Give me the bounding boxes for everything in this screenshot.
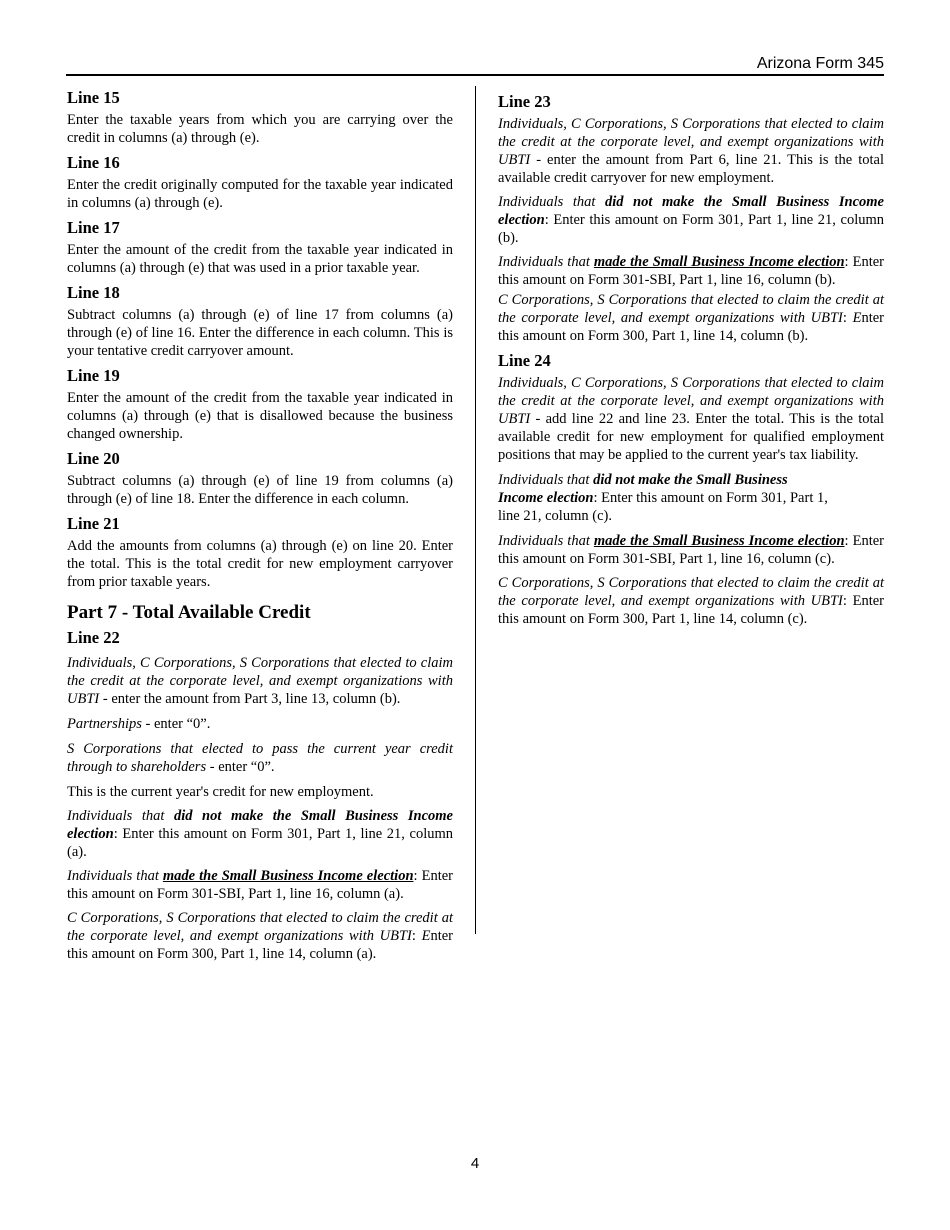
line-20-section bbox=[67, 449, 453, 508]
column-divider bbox=[475, 86, 476, 934]
instruction-text: : Enter this amount on Form 301-SBI, Part 1, line 16, column (a). bbox=[67, 868, 453, 902]
election-label: did not make the Small Business Income election bbox=[498, 472, 788, 506]
header-rule bbox=[66, 74, 884, 76]
line-22-section bbox=[67, 628, 453, 963]
line-23-sbi-election bbox=[498, 253, 884, 289]
instruction-text: : Enter this amount on Form 301, Part 1, line 21, column (a). bbox=[67, 826, 453, 860]
page-number: 4 bbox=[470, 1155, 480, 1172]
entity-label: S Corporations that elected to pass the current year credit through to shareholders bbox=[67, 741, 453, 775]
line-23-heading: Line 23 bbox=[498, 92, 551, 111]
line-22-current-year-note: This is the current year's credit for new employment. bbox=[67, 784, 374, 800]
entity-label: C Corporations, S Corporations that elected to claim the credit at the corporate level, and exempt organizations with UBTI bbox=[67, 910, 453, 944]
instruction-text: - add line 22 and line 23. Enter the total. This is the total available credit for new employment for qualified employment positions that may be applied to the current year's tax liability. bbox=[498, 411, 884, 463]
line-16-heading: Line 16 bbox=[67, 153, 120, 172]
left-column bbox=[67, 88, 453, 969]
line-22-heading: Line 22 bbox=[67, 628, 120, 647]
line-21-text: Add the amounts from columns (a) through (e) on line 20. Enter the total. This is the total credit for new employment carryover from prior taxable years. bbox=[67, 538, 453, 590]
line-18-text: Subtract columns (a) through (e) of line 17 from columns (a) through (e) of line 16. Enter the difference in each column. This is your tentative credit carryover amount. bbox=[67, 307, 453, 359]
line-22-instruction-partnerships bbox=[67, 715, 453, 733]
line-22-sbi-election bbox=[67, 867, 453, 903]
line-24-corporations bbox=[498, 574, 884, 628]
instruction-initial: E bbox=[421, 928, 431, 944]
entity-label: C Corporations, S Corporations that elected to claim the credit at the corporate level, and exempt organizations with UBTI bbox=[498, 575, 884, 609]
election-label: made the Small Business Income election bbox=[593, 254, 845, 270]
entity-label: Individuals, C Corporations, S Corporations that elected to claim the credit at the corporate level, and exempt organizations with UBTI bbox=[498, 116, 884, 168]
page-header-title: Arizona Form 345 bbox=[756, 55, 884, 72]
entity-label: Individuals that bbox=[498, 254, 594, 270]
part-7-heading: Part 7 - Total Available Credit bbox=[67, 602, 311, 623]
line-24-no-sbi-election bbox=[498, 471, 884, 525]
line-20-heading: Line 20 bbox=[67, 449, 120, 468]
entity-label: Partnerships bbox=[67, 716, 142, 732]
colon: : bbox=[842, 310, 853, 326]
line-15-section bbox=[67, 88, 453, 147]
entity-label: C Corporations, S Corporations that elected to claim the credit at the corporate level, and exempt organizations with UBTI bbox=[498, 292, 884, 326]
line-19-section bbox=[67, 366, 453, 443]
line-20-text: Subtract columns (a) through (e) of line 19 from columns (a) through (e) of line 18. Enter the difference in each column. bbox=[67, 473, 453, 507]
line-19-heading: Line 19 bbox=[67, 366, 120, 385]
line-15-text: Enter the taxable years from which you are carrying over the credit in columns (a) through (e). bbox=[67, 112, 453, 146]
line-16-section bbox=[67, 153, 453, 212]
instruction-text: : Enter this amount on Form 301-SBI, Part 1, line 16, column (b). bbox=[498, 254, 884, 288]
line-18-heading: Line 18 bbox=[67, 283, 120, 302]
right-column bbox=[498, 92, 884, 634]
colon: : bbox=[411, 928, 422, 944]
line-22-instruction-individuals bbox=[67, 654, 453, 708]
line-19-text: Enter the amount of the credit from the taxable year indicated in columns (a) through (e) that is disallowed because the business changed ownership. bbox=[67, 390, 453, 442]
instruction-text: : Enter this amount on Form 301, Part 1, line 21, column (b). bbox=[498, 212, 884, 246]
entity-label: Individuals, C Corporations, S Corporations that elected to claim the credit at the corporate level, and exempt organizations with UBTI bbox=[498, 375, 884, 427]
line-24-sbi-election bbox=[498, 532, 884, 568]
entity-label: Individuals, C Corporations, S Corporations that elected to claim the credit at the corporate level, and exempt organizations with UBTI bbox=[67, 655, 453, 707]
line-18-section bbox=[67, 283, 453, 360]
line-21-heading: Line 21 bbox=[67, 514, 120, 533]
instruction-text: nter this amount on Form 300, Part 1, line 14, column (a). bbox=[67, 928, 454, 962]
election-label: did not make the Small Business Income election bbox=[498, 194, 884, 228]
instruction-text: - enter the amount from Part 3, line 13, column (b). bbox=[99, 691, 401, 707]
line-23-no-sbi-election bbox=[498, 193, 884, 247]
line-17-text: Enter the amount of the credit from the taxable year indicated in columns (a) through (e) that was used in a prior taxable year. bbox=[67, 242, 453, 276]
line-21-section bbox=[67, 514, 453, 591]
instruction-text: - enter the amount from Part 6, line 21. This is the total available credit carryover for new employment. bbox=[498, 152, 884, 186]
entity-label: Individuals that bbox=[67, 808, 174, 824]
line-24-section bbox=[498, 351, 884, 628]
line-15-heading: Line 15 bbox=[67, 88, 120, 107]
line-22-corporations bbox=[67, 909, 453, 963]
election-label: did not make the Small Business Income election bbox=[67, 808, 453, 842]
line-17-section bbox=[67, 218, 453, 277]
line-22-instruction-s-corporations bbox=[67, 740, 453, 776]
instruction-text: nter this amount on Form 300, Part 1, line 14, column (b). bbox=[498, 310, 885, 344]
instruction-text: : Enter this amount on Form 300, Part 1, line 14, column (c). bbox=[498, 593, 884, 627]
line-23-corporations bbox=[498, 291, 884, 345]
election-label: made the Small Business Income election bbox=[162, 868, 414, 884]
instruction-text: - enter “0”. bbox=[206, 759, 275, 775]
entity-label: Individuals that bbox=[67, 868, 163, 884]
line-23-instruction-individuals bbox=[498, 115, 884, 187]
line-24-heading: Line 24 bbox=[498, 351, 551, 370]
line-23-section bbox=[498, 92, 884, 345]
election-label: made the Small Business Income election bbox=[593, 533, 845, 549]
entity-label: Individuals that bbox=[498, 533, 594, 549]
line-17-heading: Line 17 bbox=[67, 218, 120, 237]
instruction-initial: E bbox=[852, 310, 862, 326]
entity-label: Individuals that bbox=[498, 472, 594, 488]
instruction-text: : Enter this amount on Form 301, Part 1, line 21, column (c). bbox=[498, 490, 828, 524]
entity-label: Individuals that bbox=[498, 194, 605, 210]
line-16-text: Enter the credit originally computed for the taxable year indicated in columns (a) through (e). bbox=[67, 177, 453, 211]
instruction-text: - enter “0”. bbox=[141, 716, 211, 732]
instruction-text: : Enter this amount on Form 301-SBI, Part 1, line 16, column (c). bbox=[498, 533, 884, 567]
line-22-no-sbi-election bbox=[67, 807, 453, 861]
line-24-instruction-individuals bbox=[498, 374, 884, 464]
